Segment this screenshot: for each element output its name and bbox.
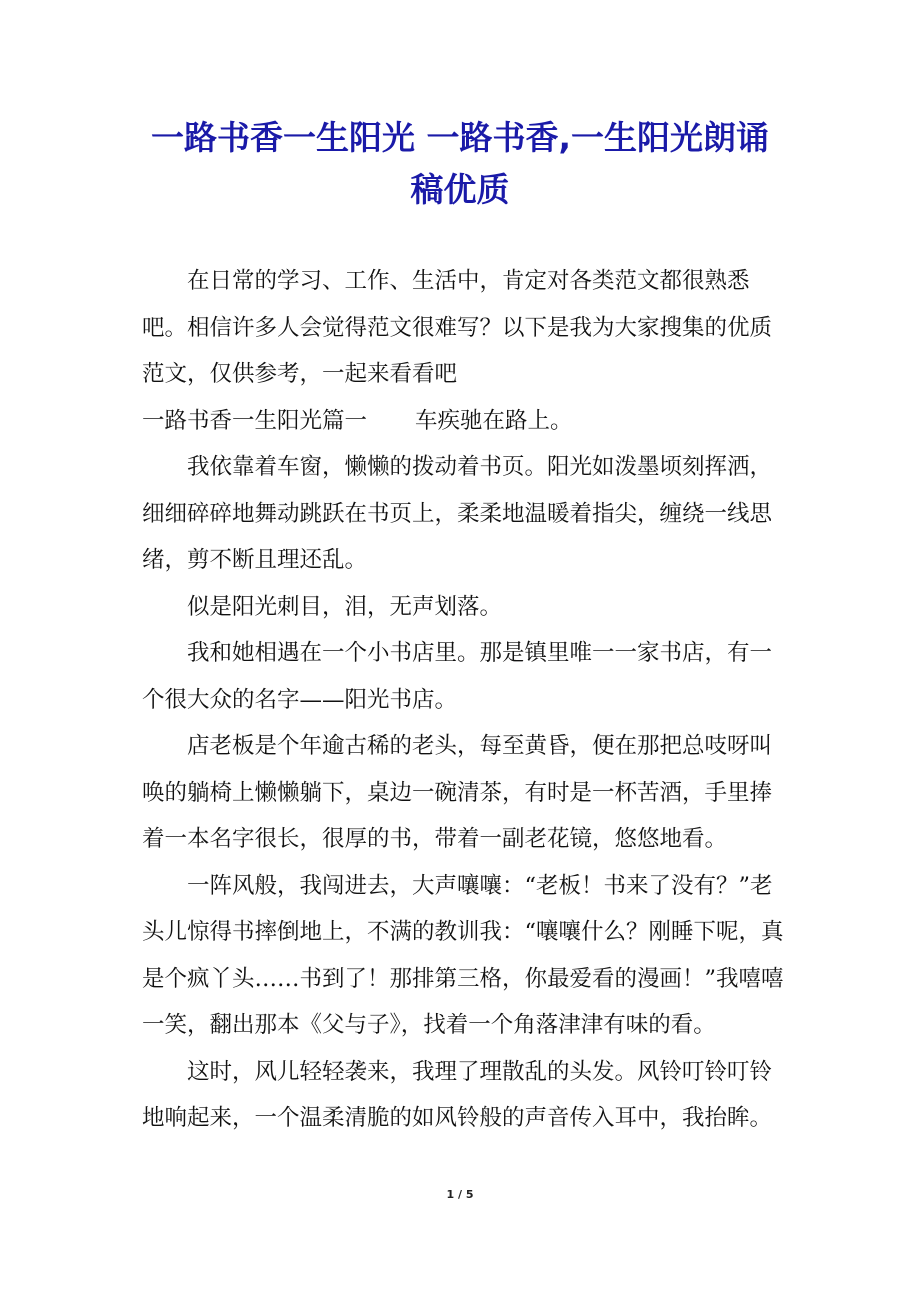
paragraph-6: 这时，风儿轻轻袭来，我理了理散乱的头发。风铃叮铃叮铃地响起来，一个温柔清脆的如风铃般的声音传入耳中，我抬眸。: [142, 1058, 773, 1131]
paragraph-2: 似是阳光刺目，泪，无声划落。: [187, 593, 503, 620]
section-heading: 一路书香一生阳光篇一: [142, 407, 368, 434]
section-first-line: 车疾驰在路上。: [415, 407, 573, 434]
paragraph-4: 店老板是个年逾古稀的老头，每至黄昏，便在那把总吱呀叫唤的躺椅上懒懒躺下，桌边一碗清茶，有时是一杯苦酒，手里捧着一本名字很长，很厚的书，带着一副老花镜，悠悠地看。: [142, 733, 773, 852]
intro-paragraph: 在日常的学习、工作、生活中，肯定对各类范文都很熟悉吧。相信许多人会觉得范文很难写？以下是我为大家搜集的优质范文，仅供参考，一起来看看吧: [142, 268, 773, 387]
page-number: 1 / 5: [446, 1188, 474, 1201]
paragraph-5: 一阵风般，我闯进去，大声嚷嚷：“老板！书来了没有？”老头儿惊得书摔倒地上，不满的教训我：“嚷嚷什么？刚睡下呢，真是个疯丫头……书到了！那排第三格，你最爱看的漫画！”我嘻嘻一笑，翻出那本《父与子》，找着一个角落津津有味的看。: [142, 872, 784, 1038]
document-body: [142, 258, 792, 1142]
document-title: 一路书香一生阳光 一路书香,一生阳光朗诵稿优质: [150, 118, 770, 209]
paragraph-3: 我和她相遇在一个小书店里。那是镇里唯一一家书店，有一个很大众的名字——阳光书店。: [142, 640, 773, 713]
paragraph-1: 我依靠着车窗，懒懒的拨动着书页。阳光如泼墨顷刻挥洒，细细碎碎地舞动跳跃在书页上，柔柔地温暖着指尖，缠绕一线思绪，剪不断且理还乱。: [142, 454, 773, 573]
section-heading-line: [142, 398, 792, 445]
